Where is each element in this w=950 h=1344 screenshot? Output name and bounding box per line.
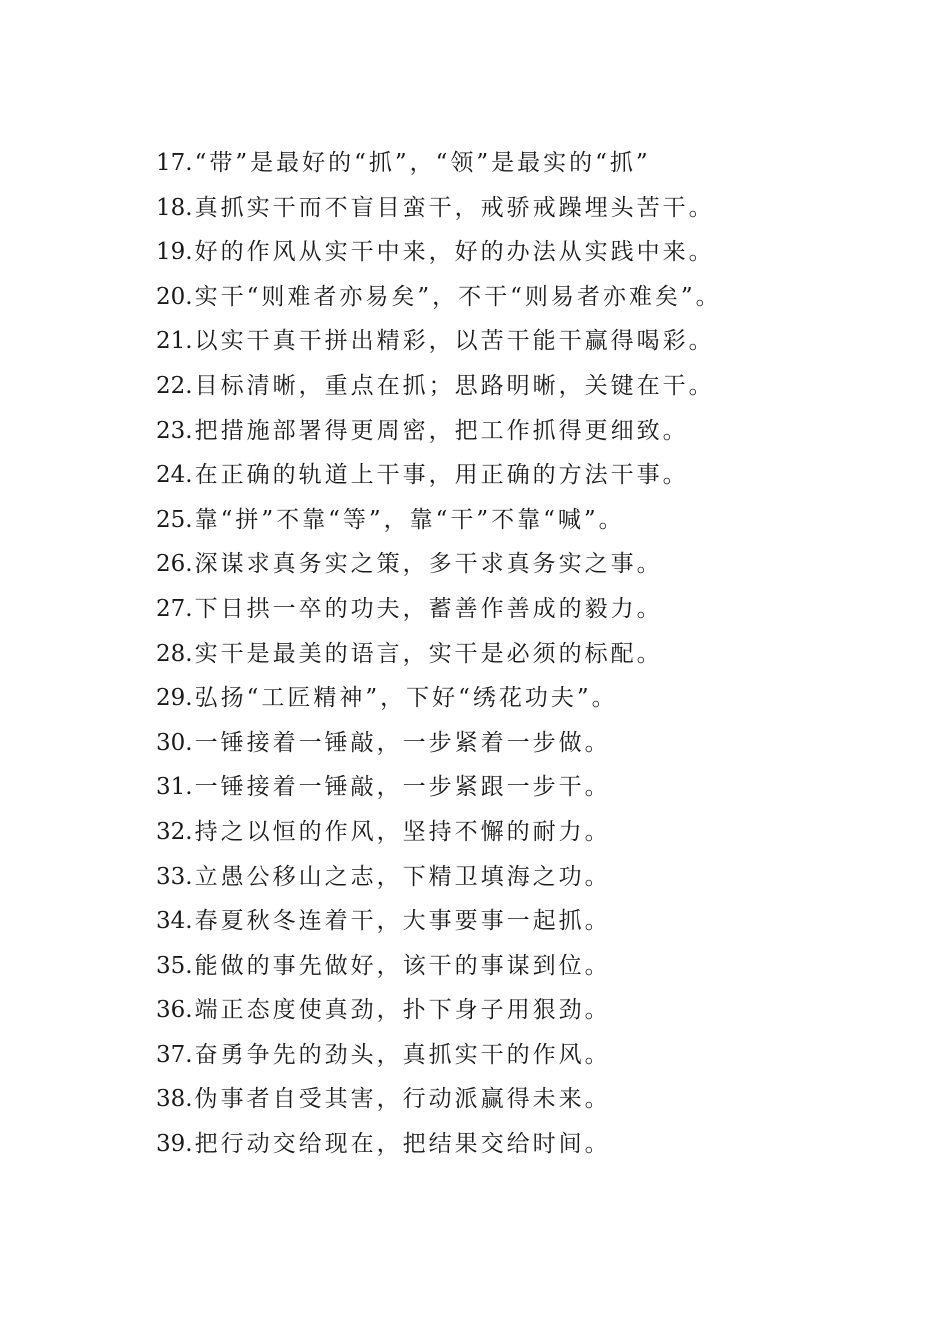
item-text: 在正确的轨道上干事，用正确的方法干事。 bbox=[194, 462, 689, 489]
list-item bbox=[156, 944, 936, 989]
list-item bbox=[156, 632, 936, 677]
list-item bbox=[156, 141, 936, 186]
list-item bbox=[156, 676, 936, 721]
list-item bbox=[156, 1033, 936, 1078]
list-item bbox=[156, 765, 936, 810]
item-number: 30. bbox=[156, 729, 193, 756]
item-number: 33. bbox=[156, 863, 193, 890]
item-number: 19. bbox=[156, 239, 193, 266]
list-item bbox=[156, 587, 936, 632]
item-number: 34. bbox=[156, 908, 193, 935]
item-text: 真抓实干而不盲目蛮干，戒骄戒躁埋头苦干。 bbox=[194, 194, 715, 221]
item-text: 立愚公移山之志，下精卫填海之功。 bbox=[194, 863, 611, 890]
list-item bbox=[156, 230, 936, 275]
list-item bbox=[156, 275, 936, 320]
list-item bbox=[156, 899, 936, 944]
item-text: 实干“则难者亦易矣”，不干“则易者亦难矣”。 bbox=[194, 283, 722, 310]
item-text: 靠“拼”不靠“等”，靠“干”不靠“喊”。 bbox=[194, 506, 625, 533]
item-number: 24. bbox=[156, 462, 193, 489]
item-text: 一锤接着一锤敲，一步紧跟一步干。 bbox=[194, 774, 611, 801]
item-text: 奋勇争先的劲头，真抓实干的作风。 bbox=[194, 1041, 611, 1068]
item-number: 21. bbox=[156, 328, 193, 355]
list-item bbox=[156, 364, 936, 409]
list-item bbox=[156, 542, 936, 587]
item-number: 32. bbox=[156, 818, 193, 845]
item-text: “带”是最好的“抓”，“领”是最实的“抓” bbox=[194, 150, 651, 176]
list-item bbox=[156, 855, 936, 900]
item-number: 28. bbox=[156, 640, 193, 667]
item-text: 实干是最美的语言，实干是必须的标配。 bbox=[194, 640, 663, 667]
item-number: 39. bbox=[156, 1131, 193, 1158]
list-item bbox=[156, 988, 936, 1033]
item-number: 37. bbox=[156, 1041, 193, 1068]
item-text: 弘扬“工匠精神”，下好“绣花功夫”。 bbox=[194, 685, 618, 712]
item-text: 春夏秋冬连着干，大事要事一起抓。 bbox=[194, 908, 611, 935]
item-text: 下日拱一卒的功夫，蓄善作善成的毅力。 bbox=[194, 595, 663, 622]
item-text: 能做的事先做好，该干的事谋到位。 bbox=[194, 952, 611, 979]
item-number: 23. bbox=[156, 417, 193, 444]
item-number: 17. bbox=[156, 150, 193, 176]
item-text: 深谋求真务实之策，多干求真务实之事。 bbox=[194, 551, 663, 578]
item-number: 22. bbox=[156, 372, 193, 399]
item-text: 端正态度使真劲，扑下身子用狠劲。 bbox=[194, 997, 611, 1024]
item-text: 把行动交给现在，把结果交给时间。 bbox=[194, 1131, 611, 1158]
item-number: 35. bbox=[156, 952, 193, 979]
list-item bbox=[156, 498, 936, 543]
item-text: 以实干真干拼出精彩，以苦干能干赢得喝彩。 bbox=[194, 328, 715, 355]
list-item bbox=[156, 1077, 936, 1122]
item-number: 20. bbox=[156, 283, 193, 310]
item-text: 一锤接着一锤敲，一步紧着一步做。 bbox=[194, 729, 611, 756]
slogan-list bbox=[156, 141, 936, 1167]
item-number: 29. bbox=[156, 685, 193, 712]
list-item bbox=[156, 810, 936, 855]
list-item bbox=[156, 319, 936, 364]
list-item bbox=[156, 1122, 936, 1167]
item-number: 38. bbox=[156, 1086, 193, 1113]
item-number: 18. bbox=[156, 194, 193, 221]
item-number: 26. bbox=[156, 551, 193, 578]
list-item bbox=[156, 721, 936, 766]
item-number: 27. bbox=[156, 595, 193, 622]
item-number: 25. bbox=[156, 506, 193, 533]
list-item bbox=[156, 409, 936, 454]
item-text: 持之以恒的作风，坚持不懈的耐力。 bbox=[194, 818, 611, 845]
list-item bbox=[156, 453, 936, 498]
item-text: 目标清晰，重点在抓；思路明晰，关键在干。 bbox=[194, 372, 715, 399]
item-number: 31. bbox=[156, 774, 193, 801]
item-number: 36. bbox=[156, 997, 193, 1024]
item-text: 把措施部署得更周密，把工作抓得更细致。 bbox=[194, 417, 689, 444]
item-text: 好的作风从实干中来，好的办法从实践中来。 bbox=[194, 239, 715, 266]
item-text: 伪事者自受其害，行动派赢得未来。 bbox=[194, 1086, 611, 1113]
list-item bbox=[156, 186, 936, 231]
